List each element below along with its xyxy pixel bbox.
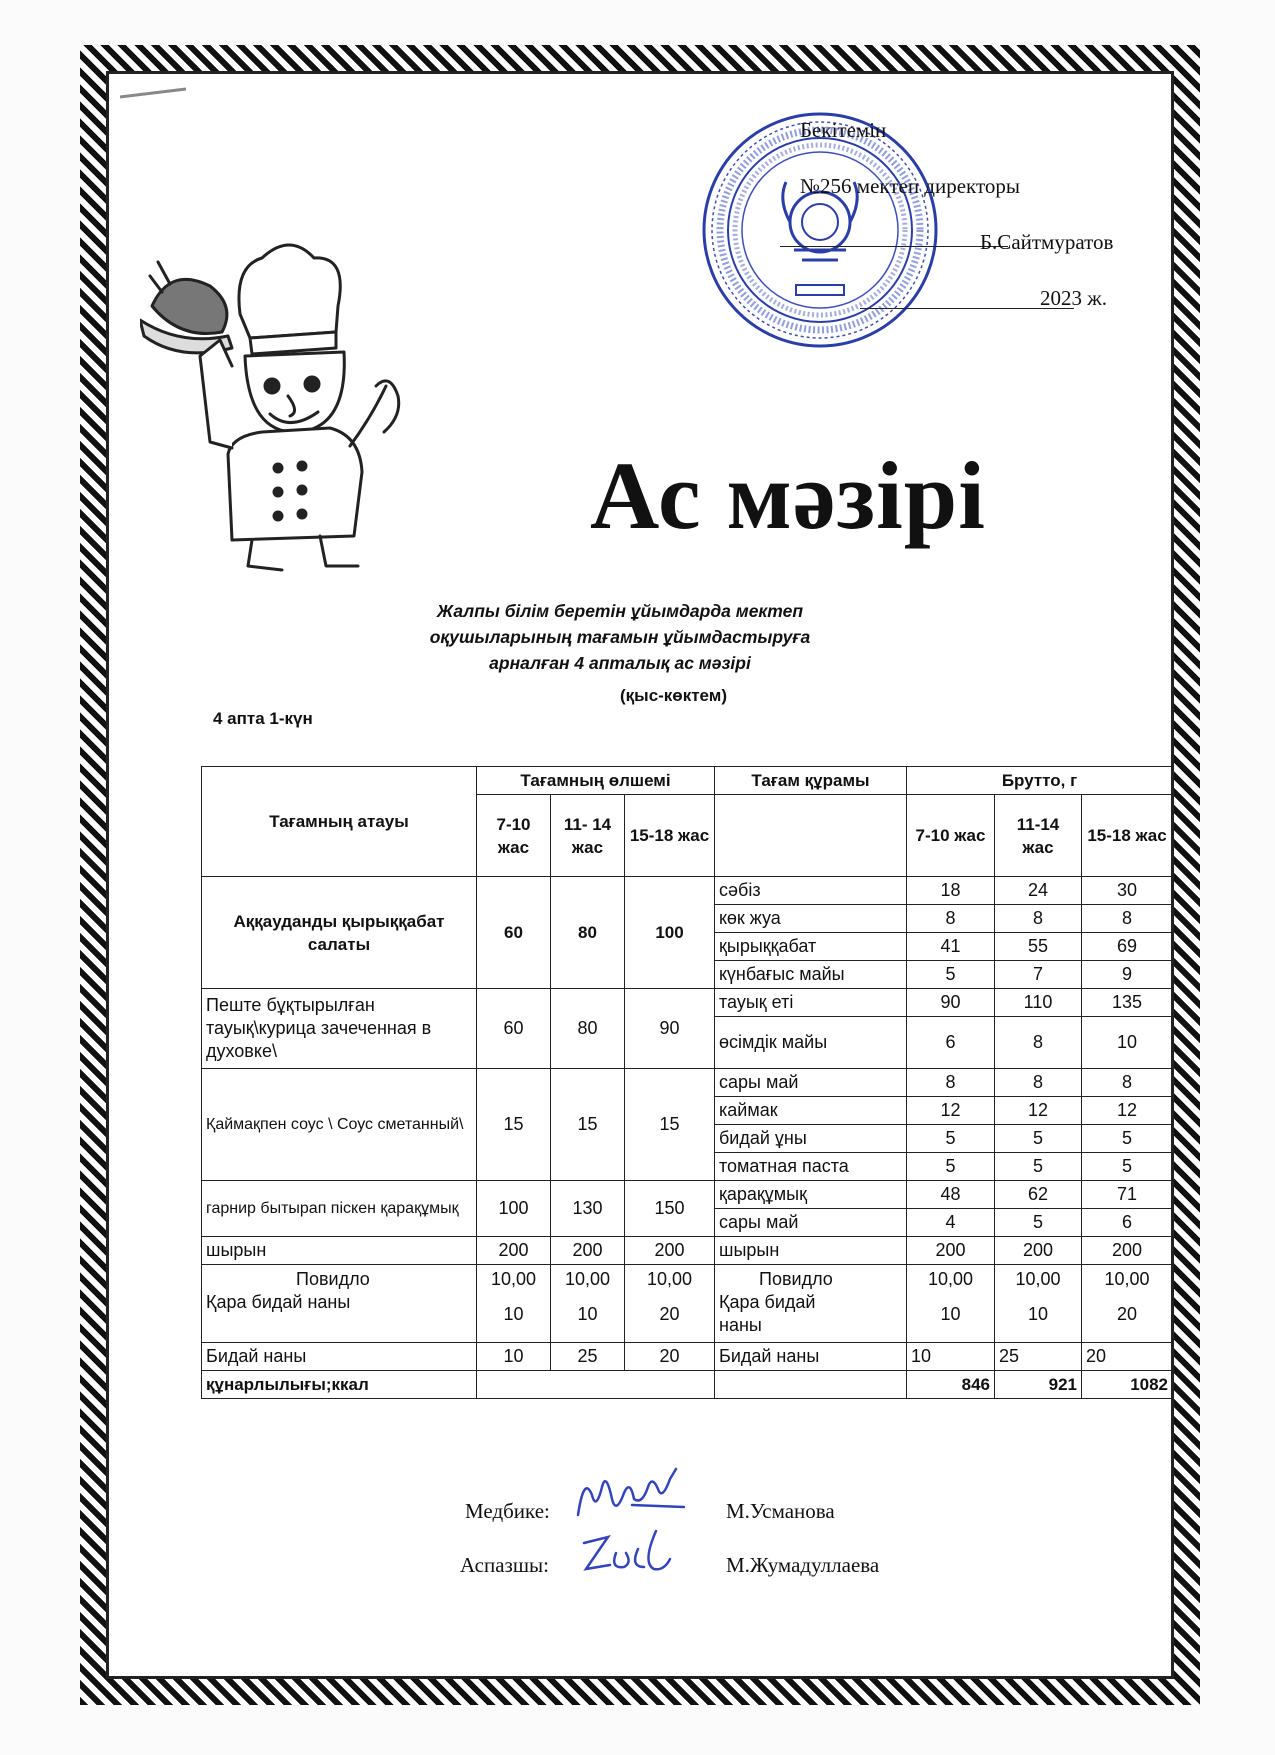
ingredient-name: тауық еті xyxy=(715,989,907,1017)
brutto-15-18: 12 xyxy=(1082,1097,1173,1125)
ingredient-name: қырыққабат xyxy=(715,933,907,961)
brutto-15-18: 200 xyxy=(1082,1237,1173,1265)
brutto-15-18: 8 xyxy=(1082,905,1173,933)
portion-11-14: 200 xyxy=(551,1237,625,1265)
header-brutto-15-18: 15-18 жас xyxy=(1082,795,1173,877)
portion-11-14: 130 xyxy=(551,1181,625,1237)
brutto-value-2: 20 xyxy=(1116,1304,1138,1324)
portion-11-14: 25 xyxy=(551,1343,625,1371)
brutto-value-2: 10 xyxy=(940,1304,961,1324)
brutto-11-14: 5 xyxy=(995,1209,1082,1237)
header-brutto-7-10: 7-10 жас xyxy=(907,795,995,877)
brutto-value-1: 10,00 xyxy=(1015,1269,1061,1289)
brutto-11-14: 5 xyxy=(995,1125,1082,1153)
portion-15-18: 90 xyxy=(625,989,715,1069)
cook-signature xyxy=(580,1523,675,1583)
portion-7-10: 60 xyxy=(477,989,551,1069)
brutto-7-10: 5 xyxy=(907,961,995,989)
brutto-value-1: 10,00 xyxy=(1104,1269,1150,1289)
ingredient-name xyxy=(715,1265,907,1343)
chef-illustration xyxy=(140,236,420,576)
brutto-11-14: 12 xyxy=(995,1097,1082,1125)
ingredient-name: сары май xyxy=(715,1069,907,1097)
brutto-15-18: 5 xyxy=(1082,1153,1173,1181)
table-row xyxy=(202,989,1173,1017)
scan-mark xyxy=(118,86,188,100)
brutto-7-10: 200 xyxy=(907,1237,995,1265)
ingredient-name: күнбағыс майы xyxy=(715,961,907,989)
signature-line xyxy=(780,226,1008,247)
portion-7-10: 100 xyxy=(477,1181,551,1237)
ingredient-name: Бидай наны xyxy=(715,1343,907,1371)
total-empty-portion xyxy=(477,1371,715,1399)
header-empty xyxy=(715,795,907,877)
brutto-7-10: 5 xyxy=(907,1153,995,1181)
brutto-7-10: 48 xyxy=(907,1181,995,1209)
brutto-15-18: 8 xyxy=(1082,1069,1173,1097)
header-age-11-14: 11- 14 жас xyxy=(551,795,625,877)
table-row xyxy=(202,1265,1173,1343)
dish-name: гарнир бытырап піскен қарақұмық xyxy=(202,1181,477,1237)
ingredient-name: бидай ұны xyxy=(715,1125,907,1153)
ingredient-name: сары май xyxy=(715,1209,907,1237)
brutto-11-14: 8 xyxy=(995,905,1082,933)
subtitle-line-1: Жалпы білім беретін ұйымдарда мектеп xyxy=(436,601,804,621)
brutto-15-18: 30 xyxy=(1082,877,1173,905)
brutto-7-10: 8 xyxy=(907,905,995,933)
brutto-value-2: 10 xyxy=(1027,1304,1049,1324)
approval-line-2: №256 мектеп директоры xyxy=(800,174,1020,198)
brutto-15-18: 5 xyxy=(1082,1125,1173,1153)
portion-11-14 xyxy=(551,1265,625,1343)
header-age-15-18: 15-18 жас xyxy=(625,795,715,877)
portion-7-10: 10 xyxy=(477,1343,551,1371)
header-composition: Тағам құрамы xyxy=(715,767,907,795)
approval-line-3: Б.Сайтмуратов xyxy=(980,230,1114,254)
brutto-7-10: 90 xyxy=(907,989,995,1017)
brutto-11-14: 200 xyxy=(995,1237,1082,1265)
portion-7-10 xyxy=(477,1265,551,1343)
ingredient-name: шырын xyxy=(715,1237,907,1265)
header-portion: Тағамның өлшемі xyxy=(477,767,715,795)
portion-value-2: 10 xyxy=(503,1304,524,1324)
ingredient-name-line-2: Қара бидай наны xyxy=(719,1292,816,1335)
total-label: құнарлылығы;ккал xyxy=(202,1371,477,1399)
brutto-15-18: 6 xyxy=(1082,1209,1173,1237)
brutto-7-10: 4 xyxy=(907,1209,995,1237)
portion-11-14: 80 xyxy=(551,989,625,1069)
brutto-11-14: 8 xyxy=(995,1017,1082,1069)
approval-line-4: 2023 ж. xyxy=(1040,286,1108,310)
portion-11-14: 80 xyxy=(551,877,625,989)
header-row-1 xyxy=(202,767,1173,795)
brutto-7-10: 12 xyxy=(907,1097,995,1125)
header-age-7-10: 7-10 жас xyxy=(477,795,551,877)
total-row xyxy=(202,1371,1173,1399)
brutto-15-18: 9 xyxy=(1082,961,1173,989)
brutto-value-1: 10,00 xyxy=(927,1269,974,1289)
header-brutto-11-14: 11-14 жас xyxy=(995,795,1082,877)
ingredient-name: өсімдік майы xyxy=(715,1017,907,1069)
brutto-7-10: 41 xyxy=(907,933,995,961)
table-row xyxy=(202,877,1173,905)
brutto-11-14: 110 xyxy=(995,989,1082,1017)
portion-value-1: 10,00 xyxy=(646,1269,693,1289)
portion-7-10: 200 xyxy=(477,1237,551,1265)
portion-7-10: 60 xyxy=(477,877,551,989)
dish-name-line-1: Повидло xyxy=(296,1269,370,1289)
brutto-7-10: 18 xyxy=(907,877,995,905)
brutto-7-10: 10 xyxy=(907,1343,995,1371)
table-row xyxy=(202,1343,1173,1371)
menu-table xyxy=(201,766,1173,1399)
dish-name-line-2: Қара бидай наны xyxy=(206,1292,351,1312)
season-label: (қыс-көктем) xyxy=(620,686,727,705)
brutto-11-14: 8 xyxy=(995,1069,1082,1097)
header-brutto: Брутто, г xyxy=(907,767,1173,795)
portion-15-18: 100 xyxy=(625,877,715,989)
brutto-15-18: 69 xyxy=(1082,933,1173,961)
brutto-11-14: 62 xyxy=(995,1181,1082,1209)
brutto-15-18: 135 xyxy=(1082,989,1173,1017)
page-title: Ас мәзірі xyxy=(590,442,986,549)
cook-role: Аспазшы: xyxy=(460,1553,549,1577)
ingredient-name: томатная паста xyxy=(715,1153,907,1181)
brutto-11-14: 25 xyxy=(995,1343,1082,1371)
brutto-15-18: 20 xyxy=(1082,1343,1173,1371)
table-row xyxy=(202,1069,1173,1097)
table-row xyxy=(202,1237,1173,1265)
total-kcal-11-14: 921 xyxy=(995,1371,1082,1399)
portion-15-18 xyxy=(625,1265,715,1343)
portion-7-10: 15 xyxy=(477,1069,551,1181)
portion-value-2: 20 xyxy=(659,1304,680,1324)
table-row xyxy=(202,1181,1173,1209)
portion-15-18: 200 xyxy=(625,1237,715,1265)
portion-15-18: 20 xyxy=(625,1343,715,1371)
cook-name: М.Жумадуллаева xyxy=(726,1553,880,1577)
subtitle-line-2: оқушыларының тағамын ұйымдастыруға xyxy=(429,627,811,647)
brutto-7-10 xyxy=(907,1265,995,1343)
brutto-15-18: 10 xyxy=(1082,1017,1173,1069)
brutto-15-18: 71 xyxy=(1082,1181,1173,1209)
ingredient-name: сәбіз xyxy=(715,877,907,905)
portion-value-1: 10,00 xyxy=(564,1269,611,1289)
nurse-role: Медбике: xyxy=(465,1499,550,1523)
portion-15-18: 150 xyxy=(625,1181,715,1237)
brutto-11-14: 5 xyxy=(995,1153,1082,1181)
dish-name: шырын xyxy=(202,1237,477,1265)
ingredient-name: қарақұмық xyxy=(715,1181,907,1209)
brutto-11-14: 24 xyxy=(995,877,1082,905)
ingredient-name: көк жуа xyxy=(715,905,907,933)
ingredient-name: каймак xyxy=(715,1097,907,1125)
brutto-7-10: 8 xyxy=(907,1069,995,1097)
total-kcal-15-18: 1082 xyxy=(1082,1371,1173,1399)
dish-name: Қаймақпен соус \ Соус сметанный\ xyxy=(202,1069,477,1181)
subtitle-line-3: арналған 4 апталық ас мәзірі xyxy=(489,653,751,673)
subtitle xyxy=(360,598,880,676)
dish-name: Аққауданды қырыққабат салаты xyxy=(202,877,477,989)
brutto-7-10: 5 xyxy=(907,1125,995,1153)
brutto-11-14: 7 xyxy=(995,961,1082,989)
approval-line-1: Бекітемін xyxy=(800,118,887,142)
week-day-label: 4 апта 1-күн xyxy=(213,709,313,728)
total-kcal-7-10: 846 xyxy=(907,1371,995,1399)
brutto-7-10: 6 xyxy=(907,1017,995,1069)
dish-name: Пеште бұқтырылған тауық\курица зачеченная в духовке\ xyxy=(202,989,477,1069)
ingredient-name-line-1: Повидло xyxy=(759,1269,833,1289)
brutto-11-14: 55 xyxy=(995,933,1082,961)
brutto-15-18 xyxy=(1082,1265,1173,1343)
total-empty-composition xyxy=(715,1371,907,1399)
portion-value-1: 10,00 xyxy=(490,1269,537,1289)
nurse-name: М.Усманова xyxy=(726,1499,835,1523)
brutto-11-14 xyxy=(995,1265,1082,1343)
portion-value-2: 10 xyxy=(577,1304,598,1324)
portion-15-18: 15 xyxy=(625,1069,715,1181)
header-dish-name: Тағамның атауы xyxy=(202,767,477,877)
dish-name: Бидай наны xyxy=(202,1343,477,1371)
dish-name xyxy=(202,1265,477,1343)
portion-11-14: 15 xyxy=(551,1069,625,1181)
nurse-signature xyxy=(572,1465,687,1530)
